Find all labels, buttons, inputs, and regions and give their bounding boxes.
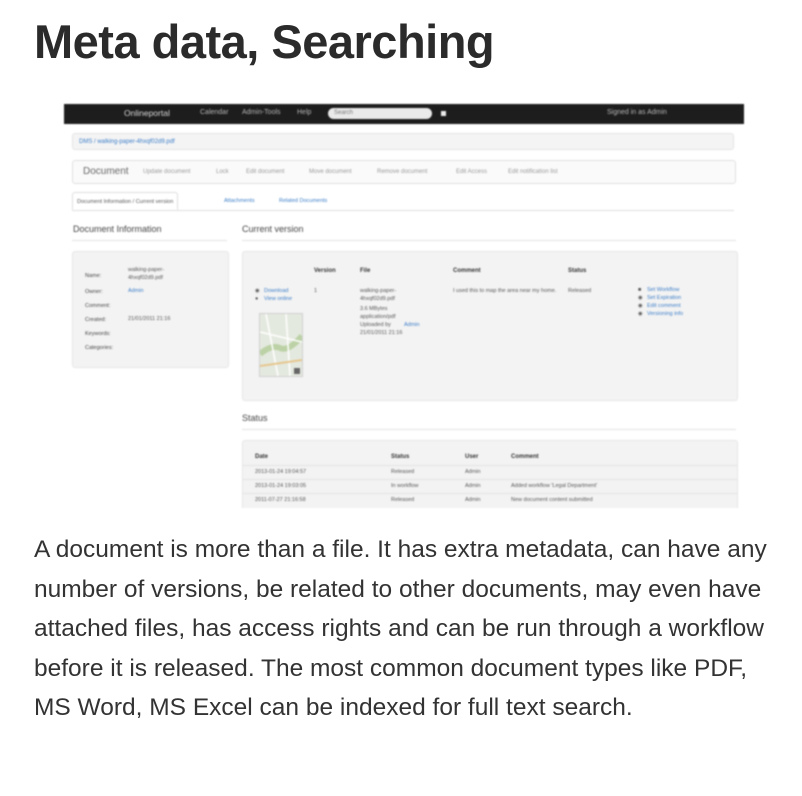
file-name: walking-paper-4hxqf02d9.pdf [360,288,397,302]
table-row [243,479,737,494]
row-status: Released [391,497,415,503]
breadcrumb[interactable]: DMS / walking-paper-4hxqf02d9.pdf [72,133,734,150]
document-thumbnail[interactable] [259,313,303,377]
page-title: Meta data, Searching [34,15,495,68]
app-screenshot [64,104,744,508]
row-date: 2013-01-24 19:03:05 [255,483,307,489]
row-status: Released [391,469,415,475]
date-column-header: Date [255,454,269,460]
version-comment: I used this to map the area near my home. [453,288,557,294]
version-number: 1 [314,288,318,294]
edit-access-button[interactable]: Edit Access [456,169,488,175]
document-information-heading: Document Information [73,224,162,234]
divider [242,240,736,241]
status-column-header: Status [568,268,587,274]
edit-icon: ◉ [638,303,643,309]
view-online-link[interactable]: View online [264,296,293,302]
row-status: In workflow [391,483,419,489]
set-expiration-link[interactable]: Set Expiration [647,295,682,301]
table-row [243,465,737,480]
comment-column-header: Comment [453,268,481,274]
name-label: Name: [85,273,102,279]
lock-button[interactable]: Lock [216,169,229,175]
user-menu[interactable]: Signed in as Admin [607,109,667,116]
comment-column-header: Comment [511,454,539,460]
status-heading: Status [242,413,268,423]
tab-related-documents[interactable]: Related Documents [279,198,328,204]
divider [242,429,736,430]
tab-bar [72,192,734,211]
created-label: Created: [85,317,107,323]
uploaded-by-label: Uploaded by [360,322,391,328]
row-date: 2011-07-27 21:16:58 [255,497,306,503]
row-user: Admin [465,497,481,503]
file-size: 3.6 MBytes [360,306,388,312]
status-table [242,440,738,508]
edit-notification-list-button[interactable]: Edit notification list [508,169,558,175]
move-document-button[interactable]: Move document [309,169,352,175]
row-date: 2013-01-24 19:04:57 [255,469,307,475]
table-row [243,493,737,508]
comment-label: Comment: [85,303,111,309]
menu-help[interactable]: Help [297,109,312,116]
update-document-button[interactable]: Update document [143,169,191,175]
document-toolbar [72,160,736,184]
created-value: 21/01/2011 21:16 [128,316,171,322]
status-column-header: Status [391,454,410,460]
divider [72,240,227,241]
view-icon: ● [255,296,259,302]
row-user: Admin [465,469,481,475]
workflow-icon: ■ [638,287,642,293]
version-status: Released [568,288,592,294]
document-toolbar-title: Document [83,166,129,177]
remove-document-button[interactable]: Remove document [377,169,428,175]
tab-attachments[interactable]: Attachments [224,198,255,204]
row-user: Admin [465,483,481,489]
owner-link[interactable]: Admin [128,288,144,294]
expiration-icon: ◉ [638,295,643,301]
row-comment: Added workflow 'Legal Department' [511,483,598,489]
row-comment: New document content submitted [511,497,593,503]
file-type: application/pdf [360,314,396,320]
set-workflow-link[interactable]: Set Workflow [647,287,680,293]
edit-document-button[interactable]: Edit document [246,169,285,175]
menu-admin-tools[interactable]: Admin-Tools [242,109,281,116]
categories-label: Categories: [85,345,114,351]
info-icon: ◉ [638,311,643,317]
menu-calendar[interactable]: Calendar [200,109,229,116]
document-info-panel [72,251,229,368]
version-column-header: Version [314,268,336,274]
search-checkbox[interactable] [441,111,446,116]
search-input[interactable]: Search [328,108,432,119]
current-version-heading: Current version [242,224,304,234]
brand-link[interactable]: Onlineportal [124,108,170,118]
owner-label: Owner: [85,289,103,295]
download-link[interactable]: Download [264,288,289,294]
file-column-header: File [360,268,371,274]
uploaded-date: 21/01/2011 21:16 [360,330,403,336]
description-paragraph: A document is more than a file. It has extra metadata, can have any number of versions, be related to other documents, may even have attached files, has access rights and can be run through a workflow before it is released. The most common document types like PDF, MS Word, MS Excel can be indexed for full text search. [34,536,767,721]
top-navbar [64,104,744,124]
user-column-header: User [465,454,479,460]
uploaded-by-link[interactable]: Admin [404,322,420,328]
download-icon: ◉ [255,288,260,294]
name-value: walking-paper-4hxqf02d9.pdf [128,267,165,281]
current-version-panel [242,251,738,401]
edit-comment-link[interactable]: Edit comment [647,303,681,309]
tab-document-information[interactable]: Document Information / Current version [72,192,178,210]
keywords-label: Keywords: [85,331,111,337]
versioning-info-link[interactable]: Versioning info [647,311,684,317]
